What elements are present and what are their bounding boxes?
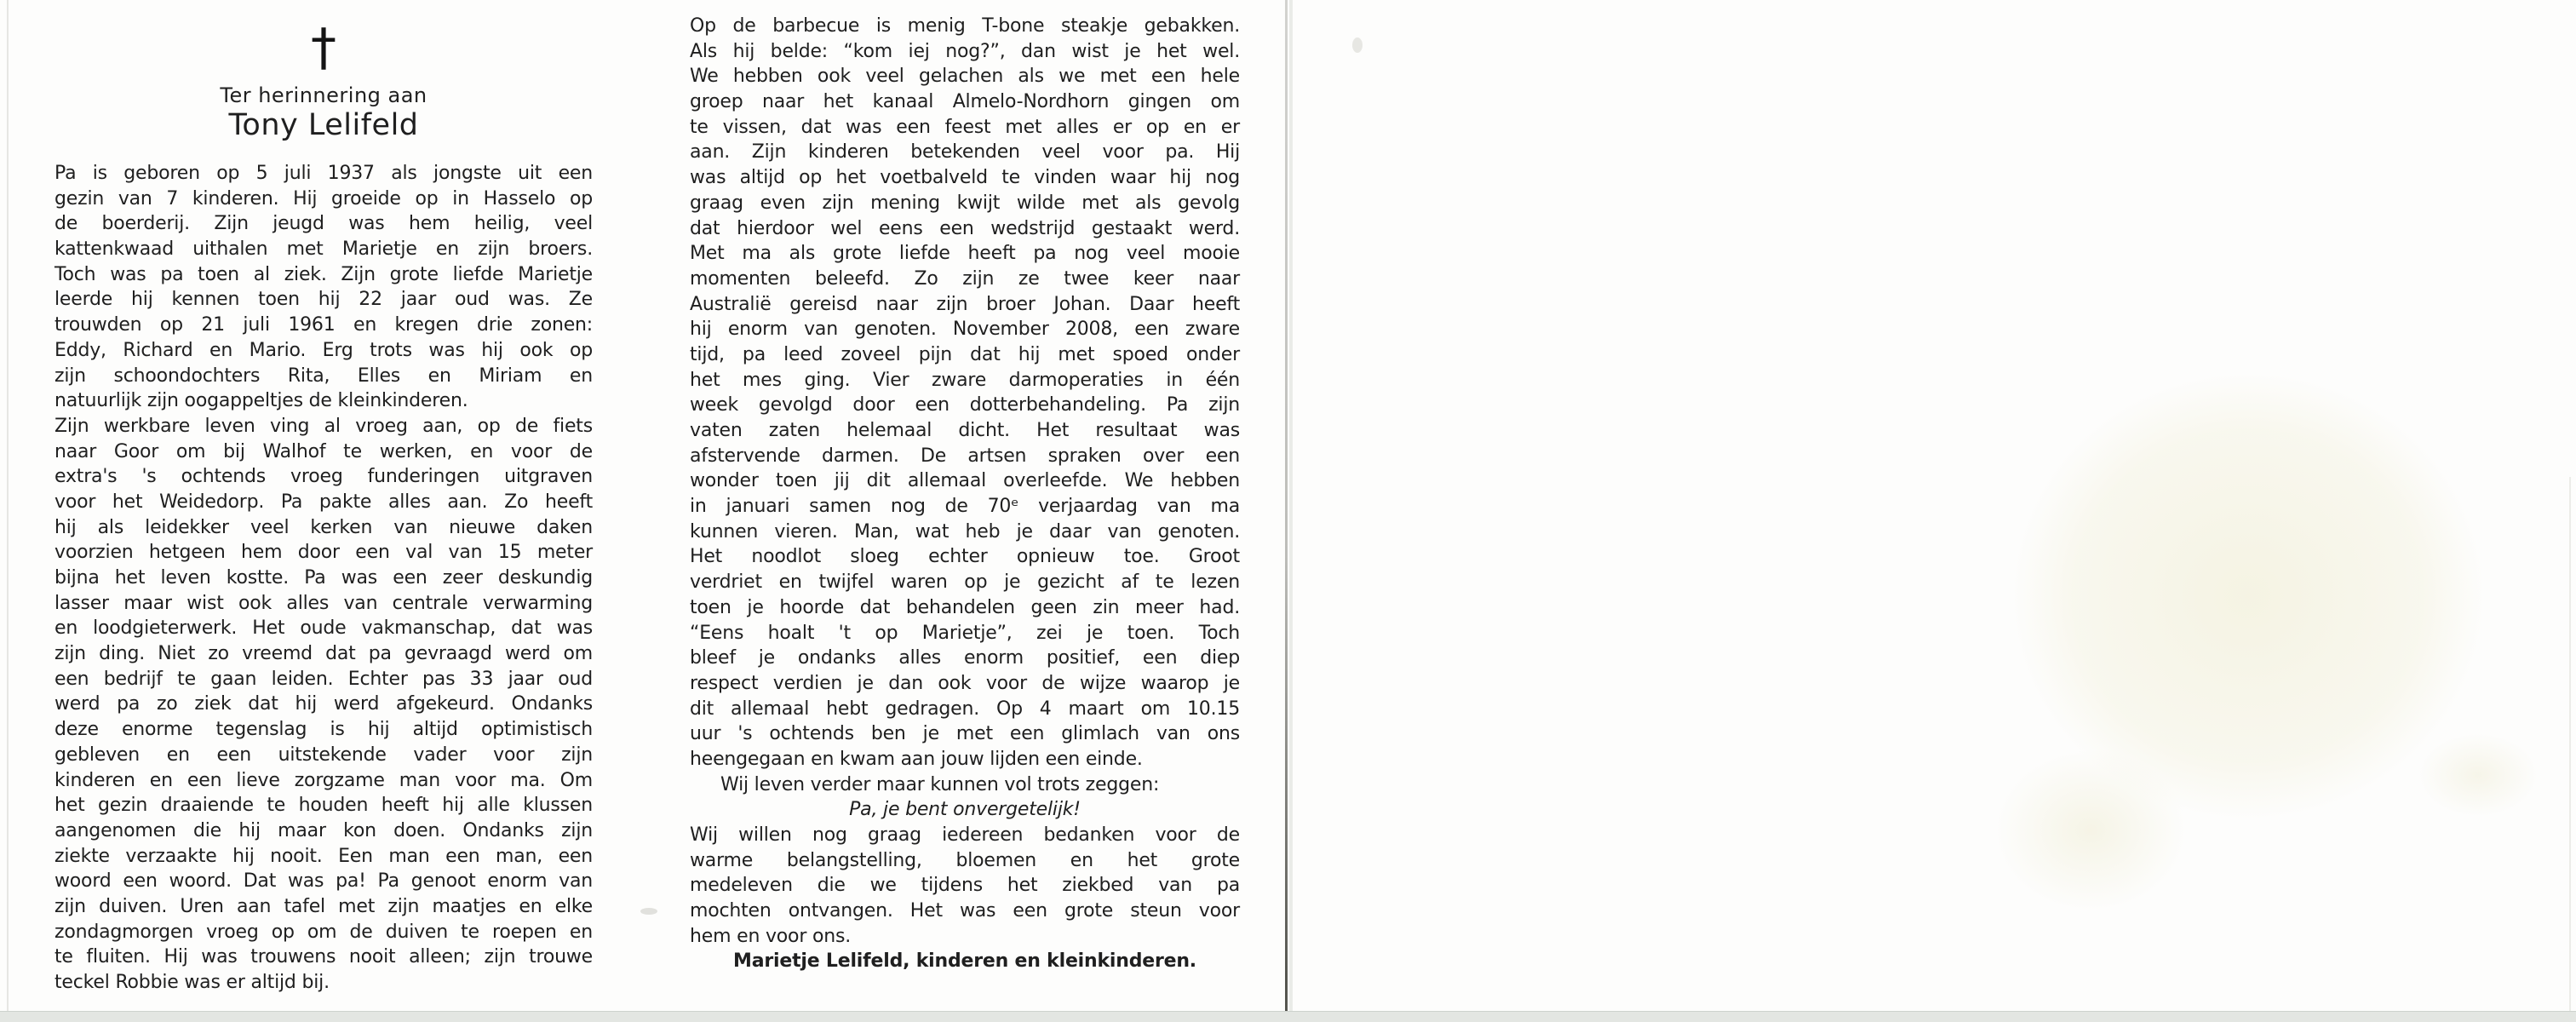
text-line: te fluiten. Hij was trouwens nooit alleen; zijn trouwe: [55, 946, 593, 968]
text-line: naar Goor om bij Walhof te werken, en voor de: [55, 440, 593, 462]
text-line: zijn duiven. Uren aan tafel met zijn maatjes en elke: [55, 895, 593, 917]
text-line: trouwden op 21 juli 1961 en kregen drie zonen:: [55, 314, 593, 336]
text-line: Op de barbecue is menig T-bone steakje gebakken.: [690, 15, 1240, 37]
text-line: zijn ding. Niet zo vreemd dat pa gevraagd werd om: [55, 643, 593, 665]
text-line: leerde hij kennen toen hij 22 jaar oud was. Ze: [55, 289, 593, 311]
text-line: Pa is geboren op 5 juli 1937 als jongste uit een: [55, 163, 593, 184]
paper-stain: [2393, 715, 2563, 835]
scan-speck: [1352, 37, 1363, 53]
epitaph-line: Pa, je bent onvergetelijk!: [849, 799, 1081, 821]
text-line: mochten ontvangen. Het was een grote steun voor: [690, 900, 1240, 922]
text-line: tijd, pa leed zoveel pijn dat hij met spoed onder: [690, 343, 1240, 365]
text-line: te vissen, dat was een feest met alles er op en er: [690, 116, 1240, 138]
text-line: Zijn werkbare leven ving al vroeg aan, op de fiets: [55, 415, 593, 437]
memorial-body-text-1: [55, 161, 593, 996]
text-line: kinderen en een lieve zorgzame man voor ma. Om: [55, 769, 593, 791]
text-line: Wij willen nog graag iedereen bedanken voor de: [690, 824, 1240, 846]
scan-speck: [640, 908, 657, 915]
text-line: het gezin draaiende te houden heeft hij alle klussen: [55, 795, 593, 817]
text-line: gebleven en een uitstekende vader voor zijn: [55, 744, 593, 766]
text-line: vaten zaten helemaal dicht. Het resultaat was: [690, 420, 1240, 441]
card-fold-highlight: [1289, 0, 1293, 1011]
text-line: verdriet en twijfel waren op je gezicht af te lezen: [690, 571, 1240, 594]
text-line: Het noodlot sloeg echter opnieuw toe. Groot: [690, 546, 1240, 568]
text-line: een bedrijf te gaan leiden. Echter pas 33 jaar oud: [55, 668, 593, 690]
text-line: graag even zijn mening kwijt wilde met als gevolg: [690, 192, 1240, 214]
text-line: voorzien hetgeen hem door een val van 15 meter: [55, 542, 593, 564]
memorial-text-column-2: [690, 14, 1240, 974]
paper-stain: [1954, 715, 2227, 945]
text-line: bijna het leven kostte. Pa was een zeer deskundig: [55, 567, 593, 589]
text-line: momenten beleefd. Zo zijn ze twee keer naar: [690, 267, 1240, 290]
text-line: kattenkwaad uithalen met Marietje en zijn broers.: [55, 238, 593, 261]
signature-line: Marietje Lelifeld, kinderen en kleinkinderen.: [733, 950, 1196, 973]
text-line: en loodgieterwerk. Het oude vakmanschap, dat was: [55, 617, 593, 640]
scanner-bed-strip: [0, 1011, 2576, 1022]
text-line: Australië gereisd naar zijn broer Johan. Daar heeft: [690, 293, 1240, 315]
text-line: uur 's ochtends ben je met een glimlach van ons: [690, 723, 1240, 745]
text-line: zijn schoondochters Rita, Elles en Miriam en: [55, 365, 593, 387]
text-line: natuurlijk zijn oogappeltjes de kleinkinderen.: [55, 390, 468, 412]
text-line: Als hij belde: “kom iej nog?”, dan wist je het wel.: [690, 40, 1240, 62]
text-line: respect verdien je dan ook voor de wijze waarop je: [690, 672, 1240, 694]
text-line: hij als leidekker veel kerken van nieuwe daken: [55, 516, 593, 538]
text-line: Toch was pa toen al ziek. Zijn grote liefde Marietje: [55, 263, 593, 285]
card-fold-line: [1285, 0, 1288, 1011]
text-line: lasser maar wist ook alles van centrale verwarming: [55, 592, 593, 614]
text-line: heengegaan en kwam aan jouw lijden een einde.: [690, 748, 1143, 770]
text-line: Eddy, Richard en Mario. Erg trots was hij ook op: [55, 339, 593, 361]
deceased-name: Tony Lelifeld: [228, 108, 419, 142]
text-line: werd pa zo ziek dat hij werd afgekeurd. Ondanks: [55, 693, 593, 715]
text-line: extra's 's ochtends vroeg funderingen uitgraven: [55, 466, 593, 488]
text-line: hij enorm van genoten. November 2008, een zware: [690, 319, 1240, 341]
text-line: aan. Zijn kinderen betekenden veel voor pa. Hij: [690, 141, 1240, 164]
text-line: deze enorme tegenslag is hij altijd optimistisch: [55, 719, 593, 741]
card-left-edge: [7, 0, 9, 1011]
text-line: hem en voor ons.: [690, 925, 852, 947]
text-line: groep naar het kanaal Almelo-Nordhorn gingen om: [690, 91, 1240, 113]
text-line: Met ma als grote liefde heeft pa nog veel mooie: [690, 243, 1240, 265]
text-line: ziekte verzaakte hij nooit. Een man een man, een: [55, 845, 593, 867]
text-line: wonder toen jij dit allemaal overleefde. We hebben: [690, 470, 1240, 492]
text-line: dit allemaal hebt gedragen. Op 4 maart om 10.15: [690, 698, 1240, 720]
text-line: toen je hoorde dat behandelen geen zin meer had.: [690, 596, 1240, 618]
text-line: zondagmorgen vroeg op om de duiven te roepen en: [55, 921, 593, 943]
text-line: de boerderij. Zijn jeugd was hem heilig, veel: [55, 213, 593, 235]
text-line: het mes ging. Vier zware darmoperaties in één: [690, 369, 1240, 391]
text-line: kunnen vieren. Man, wat heb je daar van genoten.: [690, 520, 1240, 543]
card-right-edge: [2569, 477, 2571, 1011]
text-line: voor het Weidedorp. Pa pakte alles aan. Zo heeft: [55, 491, 593, 513]
text-line: “Eens hoalt 't op Marietje”, zei je toen. Toch: [690, 622, 1240, 644]
text-line: teckel Robbie was er altijd bij.: [55, 972, 330, 993]
text-line: warme belangstelling, bloemen en het grote: [690, 849, 1240, 871]
dedication-text: Ter herinnering aan: [220, 83, 427, 107]
text-line: bleef je ondanks alles enorm positief, een diep: [690, 647, 1240, 669]
text-line: afstervende darmen. De artsen spraken over een: [690, 445, 1240, 467]
text-line: Wij leven verder maar kunnen vol trots zeggen:: [720, 773, 1160, 795]
text-line: gezin van 7 kinderen. Hij groeide op in Hasselo op: [55, 187, 593, 210]
text-line: We hebben ook veel gelachen als we met een hele: [690, 66, 1240, 88]
text-line: aangenomen die hij maar kon doen. Ondanks zijn: [55, 819, 593, 841]
text-line: was altijd op het voetbalveld te vinden waar hij nog: [690, 167, 1240, 189]
text-line: in januari samen nog de 70ᵉ verjaardag van ma: [690, 496, 1240, 518]
text-line: week gevolgd door een dotterbehandeling. Pa zijn: [690, 394, 1240, 416]
text-line: woord een woord. Dat was pa! Pa genoot enorm van: [55, 870, 593, 893]
text-line: dat hierdoor wel eens een wedstrijd gestaakt werd.: [690, 217, 1240, 239]
text-line: medeleven die we tijdens het ziekbed van pa: [690, 875, 1240, 897]
cross-icon: †: [311, 18, 336, 78]
